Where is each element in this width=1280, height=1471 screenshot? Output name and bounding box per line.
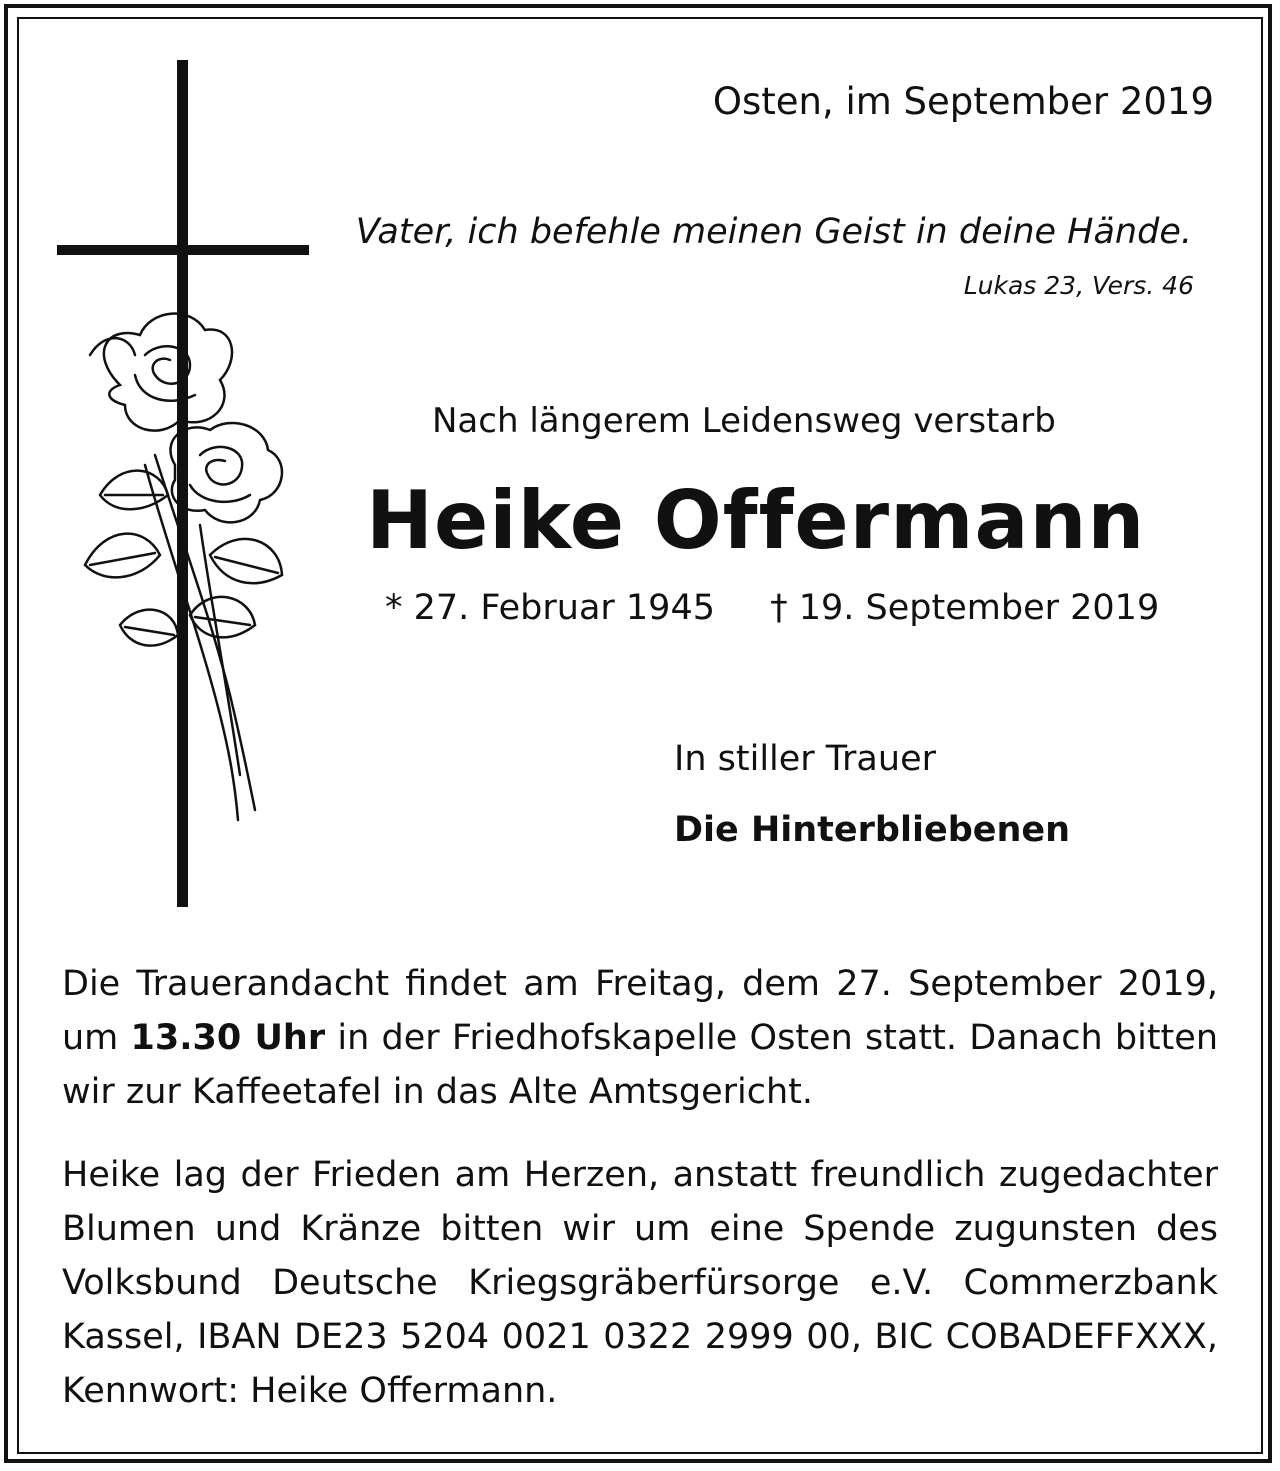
- bible-verse: Vater, ich befehle meinen Geist in deine Hände.: [355, 212, 1192, 252]
- cross-with-roses: [50, 55, 320, 910]
- service-paragraph: [62, 957, 1218, 1119]
- place-date: Osten, im September 2019: [712, 80, 1214, 123]
- intro-line: Nach längerem Leidensweg verstarb: [432, 401, 1056, 441]
- service-text-before: Die Trauerandacht findet am Freitag, dem 27. September 2019, um: [62, 964, 1218, 1058]
- deceased-name: Heike Offermann: [366, 474, 1146, 567]
- birth-date: * 27. Februar 1945: [385, 588, 715, 628]
- service-time: 13.30 Uhr: [130, 1018, 326, 1058]
- service-text-after: in der Friedhofskapelle Osten statt. Danach bitten wir zur Kaffeetafel in das Alte Amtsgericht.: [62, 1018, 1218, 1112]
- death-date: † 19. September 2019: [770, 588, 1160, 628]
- verse-reference: Lukas 23, Vers. 46: [963, 271, 1194, 300]
- mourning-line: In stiller Trauer: [674, 739, 936, 779]
- life-dates: [385, 588, 1165, 628]
- bereaved-line: Die Hinterbliebenen: [674, 810, 1071, 850]
- donation-paragraph: Heike lag der Frieden am Herzen, anstatt freundlich zugedachter Blumen und Kränze bitten wir um eine Spende zugunsten des Volksbund Deutsche Kriegsgräberfürsorge e.V. Commerzbank Kassel, IBAN DE23 5204 0021 0322 2999 00, BIC COBADEFFXXX, Kennwort: Heike Offermann.: [62, 1155, 1218, 1411]
- cross-icon: [57, 60, 309, 907]
